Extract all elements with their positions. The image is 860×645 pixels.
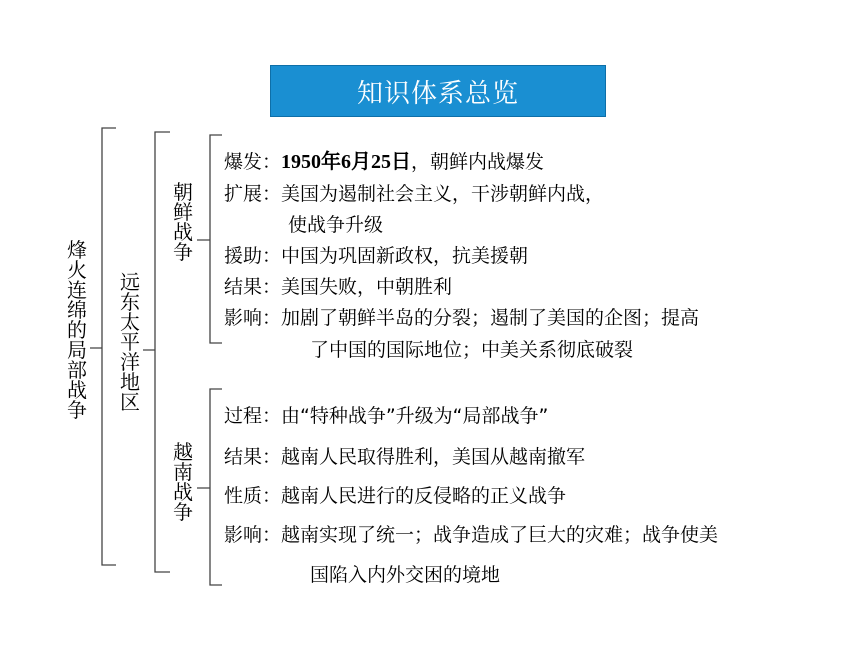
page-title: 知识体系总览 <box>356 78 519 109</box>
korea-outbreak-date: 1950年6月25日 <box>281 151 412 173</box>
korea-result: 结果：美国失败，中朝胜利 <box>224 276 453 298</box>
vietnam-impact-2: 国陷入内外交困的境地 <box>310 564 501 586</box>
outer-brace <box>90 128 116 565</box>
korea-expansion-2: 使战争升级 <box>288 214 384 236</box>
korea-brace <box>197 135 222 343</box>
vietnam-brace <box>197 389 222 585</box>
korea-outbreak-prefix: 爆发： <box>224 151 282 173</box>
korea-expansion-1: 扩展：美国为遏制社会主义，干涉朝鲜内战， <box>224 183 605 205</box>
vietnam-nature: 性质：越南人民进行的反侵略的正义战争 <box>224 485 567 507</box>
korea-impact-2: 了中国的国际地位；中美关系彻底破裂 <box>310 339 634 361</box>
korea-label: 朝鲜战争 <box>173 180 193 264</box>
vietnam-impact-1: 影响：越南实现了统一；战争造成了巨大的灾难；战争使美 <box>224 524 719 546</box>
vietnam-result: 结果：越南人民取得胜利，美国从越南撤军 <box>224 446 586 468</box>
vietnam-process: 过程：由“特种战争”升级为“局部战争” <box>224 405 549 427</box>
vietnam-label: 越南战争 <box>173 440 193 524</box>
root-label: 烽火连绵的局部战争 <box>67 238 87 422</box>
region-brace <box>143 132 170 572</box>
korea-outbreak <box>224 150 544 174</box>
korea-aid: 援助：中国为巩固新政权，抗美援朝 <box>224 245 529 267</box>
region-label: 远东太平洋地区 <box>120 270 140 414</box>
korea-outbreak-suffix: ，朝鲜内战爆发 <box>411 151 545 173</box>
korea-impact-1: 影响：加剧了朝鲜半岛的分裂；遏制了美国的企图；提高 <box>224 307 700 329</box>
